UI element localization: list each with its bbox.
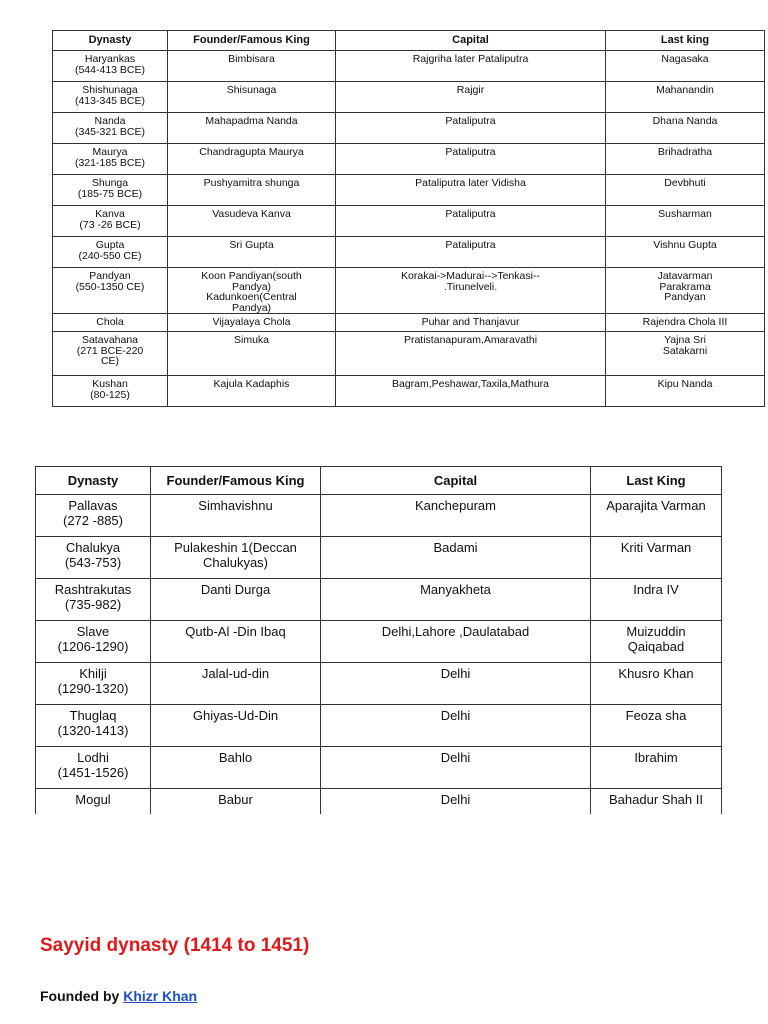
sayyid-dynasty-heading: Sayyid dynasty (1414 to 1451) bbox=[40, 935, 310, 956]
cell-dynasty: Shishunaga (413-345 BCE) bbox=[53, 82, 168, 113]
cell-founder: Danti Durga bbox=[151, 579, 321, 621]
table-row bbox=[53, 82, 765, 113]
table-row bbox=[53, 332, 765, 376]
table-row bbox=[36, 495, 722, 537]
cell-last: Brihadratha bbox=[606, 144, 765, 175]
table-row bbox=[36, 621, 722, 663]
cell-dynasty: Thuglaq (1320-1413) bbox=[36, 705, 151, 747]
cell-dynasty: Kushan (80-125) bbox=[53, 376, 168, 407]
cell-dynasty: Pandyan (550-1350 CE) bbox=[53, 268, 168, 314]
cell-founder: Mahapadma Nanda bbox=[168, 113, 336, 144]
table-row bbox=[53, 314, 765, 332]
cell-capital: Delhi bbox=[321, 789, 591, 815]
cell-founder: Simuka bbox=[168, 332, 336, 376]
cell-last: Muizuddin Qaiqabad bbox=[591, 621, 722, 663]
cell-last: Indra IV bbox=[591, 579, 722, 621]
cell-founder: Bimbisara bbox=[168, 51, 336, 82]
cell-dynasty: Lodhi (1451-1526) bbox=[36, 747, 151, 789]
cell-founder: Pulakeshin 1(Deccan Chalukyas) bbox=[151, 537, 321, 579]
khizr-khan-link[interactable]: Khizr Khan bbox=[123, 988, 198, 1004]
cell-capital: Pratistanapuram,Amaravathi bbox=[336, 332, 606, 376]
cell-capital: Manyakheta bbox=[321, 579, 591, 621]
header-capital: Capital bbox=[321, 467, 591, 495]
cell-capital: Delhi bbox=[321, 747, 591, 789]
header-founder: Founder/Famous King bbox=[151, 467, 321, 495]
table-row bbox=[53, 376, 765, 407]
table-row bbox=[53, 51, 765, 82]
cell-founder: Babur bbox=[151, 789, 321, 815]
cell-capital: Delhi,Lahore ,Daulatabad bbox=[321, 621, 591, 663]
table-header-row bbox=[53, 31, 765, 51]
cell-capital: Korakai->Madurai-->Tenkasi-- .Tirunelveli. bbox=[336, 268, 606, 314]
cell-dynasty: Haryankas (544-413 BCE) bbox=[53, 51, 168, 82]
cell-dynasty: Shunga (185-75 BCE) bbox=[53, 175, 168, 206]
cell-dynasty: Khilji (1290-1320) bbox=[36, 663, 151, 705]
cell-capital: Bagram,Peshawar,Taxila,Mathura bbox=[336, 376, 606, 407]
later-dynasties-table bbox=[35, 466, 722, 814]
cell-founder: Bahlo bbox=[151, 747, 321, 789]
table-row bbox=[36, 579, 722, 621]
cell-capital: Pataliputra bbox=[336, 237, 606, 268]
early-dynasties-table bbox=[52, 30, 765, 407]
table-row bbox=[53, 268, 765, 314]
table-row bbox=[36, 663, 722, 705]
cell-dynasty: Rashtrakutas (735-982) bbox=[36, 579, 151, 621]
cell-dynasty: Nanda (345-321 BCE) bbox=[53, 113, 168, 144]
cell-dynasty: Chola bbox=[53, 314, 168, 332]
cell-last: Jatavarman Parakrama Pandyan bbox=[606, 268, 765, 314]
cell-dynasty: Chalukya (543-753) bbox=[36, 537, 151, 579]
cell-dynasty: Kanva (73 -26 BCE) bbox=[53, 206, 168, 237]
cell-founder: Vasudeva Kanva bbox=[168, 206, 336, 237]
table-row bbox=[53, 237, 765, 268]
cell-last: Khusro Khan bbox=[591, 663, 722, 705]
cell-dynasty: Maurya (321-185 BCE) bbox=[53, 144, 168, 175]
cell-last: Feoza sha bbox=[591, 705, 722, 747]
cell-last: Rajendra Chola III bbox=[606, 314, 765, 332]
cell-founder: Koon Pandiyan(south Pandya) Kadunkoen(Central Pandya) bbox=[168, 268, 336, 314]
cell-founder: Kajula Kadaphis bbox=[168, 376, 336, 407]
cell-founder: Shisunaga bbox=[168, 82, 336, 113]
founded-by-line bbox=[40, 988, 197, 1004]
table-header-row bbox=[36, 467, 722, 495]
cell-founder: Jalal-ud-din bbox=[151, 663, 321, 705]
cell-founder: Chandragupta Maurya bbox=[168, 144, 336, 175]
header-dynasty: Dynasty bbox=[53, 31, 168, 51]
cell-dynasty: Satavahana (271 BCE-220 CE) bbox=[53, 332, 168, 376]
cell-dynasty: Slave (1206-1290) bbox=[36, 621, 151, 663]
cell-capital: Pataliputra bbox=[336, 206, 606, 237]
cell-capital: Pataliputra later Vidisha bbox=[336, 175, 606, 206]
cell-capital: Badami bbox=[321, 537, 591, 579]
header-last-king: Last King bbox=[591, 467, 722, 495]
cell-last: Dhana Nanda bbox=[606, 113, 765, 144]
header-last-king: Last king bbox=[606, 31, 765, 51]
cell-last: Nagasaka bbox=[606, 51, 765, 82]
table-row bbox=[36, 705, 722, 747]
cell-last: Susharman bbox=[606, 206, 765, 237]
cell-dynasty: Gupta (240-550 CE) bbox=[53, 237, 168, 268]
table-row bbox=[53, 206, 765, 237]
table-row bbox=[53, 175, 765, 206]
cell-capital: Pataliputra bbox=[336, 144, 606, 175]
cell-last: Mahanandin bbox=[606, 82, 765, 113]
table-row bbox=[53, 113, 765, 144]
cell-last: Yajna Sri Satakarni bbox=[606, 332, 765, 376]
cell-dynasty: Mogul bbox=[36, 789, 151, 815]
cell-founder: Qutb-Al -Din Ibaq bbox=[151, 621, 321, 663]
cell-founder: Pushyamitra shunga bbox=[168, 175, 336, 206]
table-row bbox=[53, 144, 765, 175]
header-capital: Capital bbox=[336, 31, 606, 51]
cell-capital: Puhar and Thanjavur bbox=[336, 314, 606, 332]
cell-last: Ibrahim bbox=[591, 747, 722, 789]
cell-capital: Rajgriha later Pataliputra bbox=[336, 51, 606, 82]
cell-last: Kipu Nanda bbox=[606, 376, 765, 407]
header-founder: Founder/Famous King bbox=[168, 31, 336, 51]
cell-capital: Kanchepuram bbox=[321, 495, 591, 537]
table-row bbox=[36, 789, 722, 815]
cell-last: Devbhuti bbox=[606, 175, 765, 206]
cell-capital: Delhi bbox=[321, 705, 591, 747]
cell-last: Bahadur Shah II bbox=[591, 789, 722, 815]
table-row bbox=[36, 537, 722, 579]
cell-capital: Pataliputra bbox=[336, 113, 606, 144]
cell-capital: Delhi bbox=[321, 663, 591, 705]
cell-dynasty: Pallavas (272 -885) bbox=[36, 495, 151, 537]
cell-founder: Vijayalaya Chola bbox=[168, 314, 336, 332]
founded-by-label: Founded by bbox=[40, 988, 124, 1004]
table-row bbox=[36, 747, 722, 789]
cell-last: Vishnu Gupta bbox=[606, 237, 765, 268]
cell-last: Aparajita Varman bbox=[591, 495, 722, 537]
cell-founder: Sri Gupta bbox=[168, 237, 336, 268]
cell-founder: Ghiyas-Ud-Din bbox=[151, 705, 321, 747]
cell-founder: Simhavishnu bbox=[151, 495, 321, 537]
cell-last: Kriti Varman bbox=[591, 537, 722, 579]
cell-capital: Rajgir bbox=[336, 82, 606, 113]
header-dynasty: Dynasty bbox=[36, 467, 151, 495]
